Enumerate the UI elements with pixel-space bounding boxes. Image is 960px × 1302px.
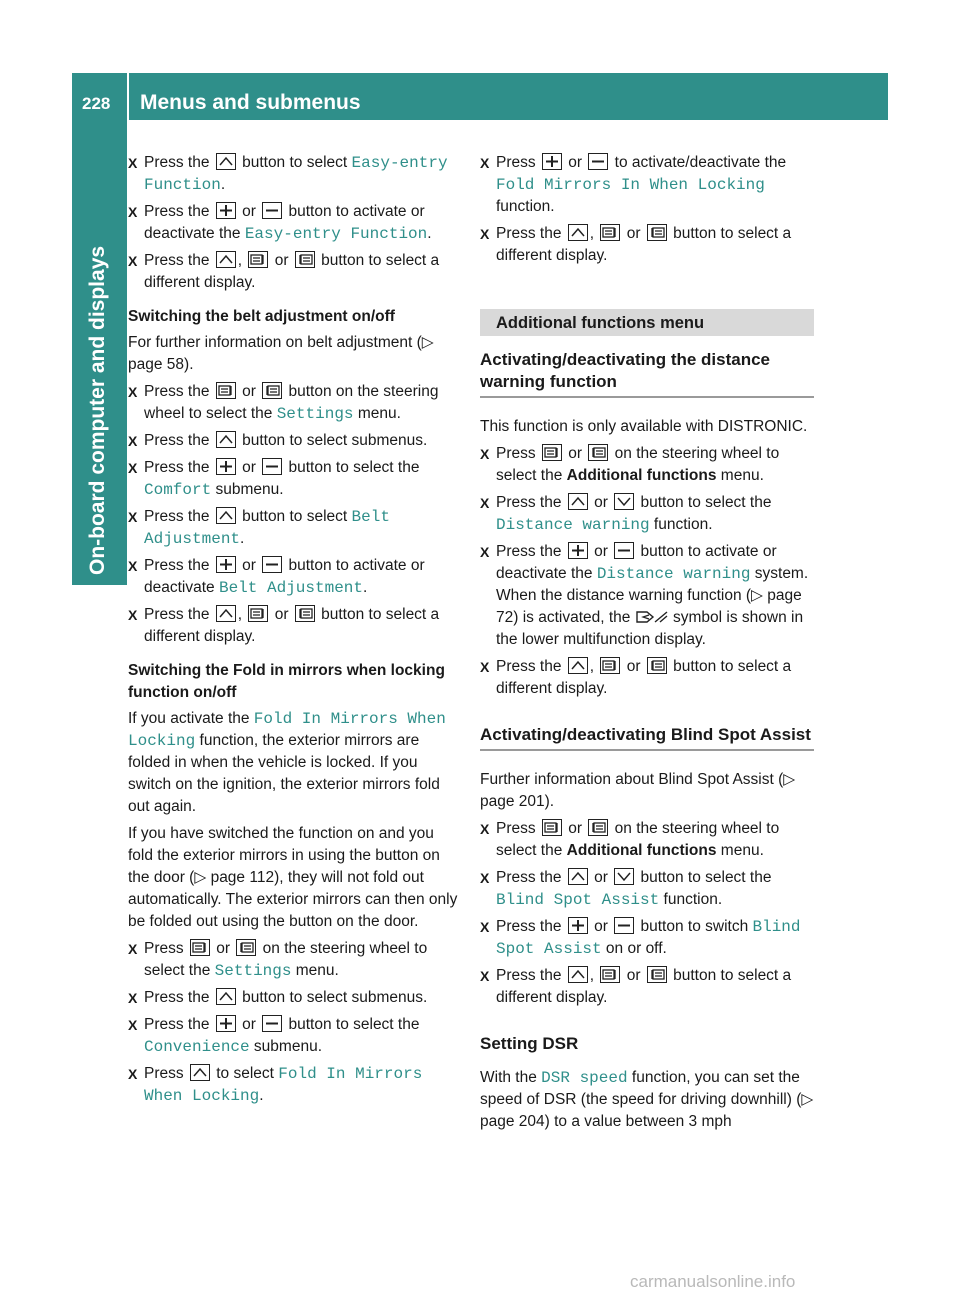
paragraph: This function is only available with DISTRONIC. <box>480 418 808 435</box>
down-button-icon <box>614 868 634 885</box>
plus-button-icon <box>568 917 588 934</box>
up-button-icon <box>568 868 588 885</box>
paragraph: Further information about Blind Spot Assist (▷ page 201). <box>480 771 796 810</box>
plus-button-icon <box>216 202 236 219</box>
step-item: X Press or on the steering wheel to select the Settings menu. <box>128 938 462 982</box>
up-button-icon <box>216 153 236 170</box>
up-button-icon <box>216 507 236 524</box>
side-tab <box>72 120 127 585</box>
prev-page-icon <box>647 966 667 983</box>
step-item: X Press the , or button to select a different display. <box>480 223 814 267</box>
distance-warning-icon <box>635 609 669 624</box>
prev-page-icon <box>647 224 667 241</box>
up-button-icon <box>216 605 236 622</box>
watermark: carmanualsonline.info <box>630 1272 796 1291</box>
display-text: Convenience <box>144 1038 250 1056</box>
section-heading: Switching the Fold in mirrors when locking function on/off <box>128 662 445 701</box>
up-button-icon <box>216 431 236 448</box>
display-text: DSR speed <box>541 1069 628 1087</box>
minus-button-icon <box>262 556 282 573</box>
section-heading: Activating/deactivating the distance warning function <box>480 349 814 398</box>
step-item: X Press the or button to select the Blind Spot Assist function. <box>480 867 814 911</box>
minus-button-icon <box>262 1015 282 1032</box>
up-button-icon <box>190 1064 210 1081</box>
paragraph: If you activate the Fold In Mirrors When Locking function, the exterior mirrors are folded in when the vehicle is locked. If you switch on the ignition, the exterior mirrors fold out again. <box>128 710 446 815</box>
page-number: 228 <box>82 94 111 113</box>
step-item: X Press the or button on the steering wheel to select the Settings menu. <box>128 381 462 425</box>
next-page-icon <box>600 657 620 674</box>
up-button-icon <box>568 657 588 674</box>
next-page-icon <box>248 605 268 622</box>
paragraph: For further information on belt adjustment (▷ page 58). <box>128 334 434 373</box>
minus-button-icon <box>614 542 634 559</box>
step-item: X Press or to activate/deactivate the Fold Mirrors In When Locking function. <box>480 152 814 218</box>
step-item: X Press the , or button to select a different display. <box>480 656 814 700</box>
minus-button-icon <box>614 917 634 934</box>
display-text: Fold In Mirrors When Locking <box>144 1065 423 1105</box>
up-button-icon <box>568 966 588 983</box>
next-page-icon <box>542 819 562 836</box>
next-page-icon <box>600 966 620 983</box>
prev-page-icon <box>295 251 315 268</box>
step-item: X Press the or button to switch Blind Spot Assist on or off. <box>480 916 814 960</box>
minus-button-icon <box>262 458 282 475</box>
step-item: X Press the , or button to select a different display. <box>480 965 814 1009</box>
step-item: X Press the or button to select the Convenience submenu. <box>128 1014 462 1058</box>
plus-button-icon <box>216 458 236 475</box>
down-button-icon <box>614 493 634 510</box>
next-page-icon <box>248 251 268 268</box>
display-text: Blind Spot Assist <box>496 891 660 909</box>
step-item: X Press the , or button to select a different display. <box>128 604 462 648</box>
plus-button-icon <box>542 153 562 170</box>
display-text: Belt Adjustment <box>144 508 390 548</box>
step-item: X Press the or button to select the Comfort submenu. <box>128 457 462 501</box>
prev-page-icon <box>647 657 667 674</box>
display-text: Easy-entry Function <box>244 225 428 243</box>
prev-page-icon <box>295 605 315 622</box>
paragraph: If you have switched the function on and you fold the exterior mirrors in using the button on the door (▷ page 112), they will not fold out automatically. The exterior mirrors can then only be folded out using the button on the door. <box>128 825 458 930</box>
display-text: Distance warning <box>596 565 751 583</box>
right-column <box>480 152 814 1138</box>
minus-button-icon <box>262 202 282 219</box>
next-page-icon <box>600 224 620 241</box>
plus-button-icon <box>216 1015 236 1032</box>
display-text: Easy-entry Function <box>144 154 448 194</box>
step-item: X Press the button to select submenus. <box>128 430 462 452</box>
step-item: X Press the button to select Easy-entry Function. <box>128 152 462 196</box>
section-heading: Activating/deactivating Blind Spot Assist <box>480 724 814 751</box>
section-heading: Setting DSR <box>480 1034 579 1053</box>
page-title: Menus and submenus <box>140 91 361 114</box>
minus-button-icon <box>588 153 608 170</box>
display-text: Blind Spot Assist <box>496 918 801 958</box>
step-item: X Press to select Fold In Mirrors When Locking. <box>128 1063 462 1107</box>
display-text: Distance warning <box>496 516 650 534</box>
display-text: Fold In Mirrors When Locking <box>128 710 446 750</box>
section-heading: Switching the belt adjustment on/off <box>128 308 395 325</box>
display-text: Belt Adjustment <box>218 579 363 597</box>
up-button-icon <box>216 251 236 268</box>
next-page-icon <box>542 444 562 461</box>
step-item: X Press or on the steering wheel to select the Additional functions menu. <box>480 818 814 862</box>
display-text: Settings <box>276 405 354 423</box>
display-text: Settings <box>214 962 292 980</box>
up-button-icon <box>216 988 236 1005</box>
step-item: X Press the or button to activate or deactivate the Distance warning system. When the distance warning function (▷ page 72) is activated, the symbol is shown in the lower multifunction display. <box>480 541 814 651</box>
up-button-icon <box>568 224 588 241</box>
next-page-icon <box>190 939 210 956</box>
header-divider <box>127 73 129 120</box>
display-text: Comfort <box>144 481 212 499</box>
page-header <box>72 73 888 120</box>
left-column <box>128 152 462 1112</box>
step-item: X Press the or button to select the Distance warning function. <box>480 492 814 536</box>
display-text: Fold Mirrors In When Locking <box>496 176 765 194</box>
step-item: X Press the or button to activate or deactivate the Easy-entry Function. <box>128 201 462 245</box>
prev-page-icon <box>588 819 608 836</box>
prev-page-icon <box>236 939 256 956</box>
plus-button-icon <box>568 542 588 559</box>
step-item: X Press the , or button to select a different display. <box>128 250 462 294</box>
next-page-icon <box>216 382 236 399</box>
step-item: X Press or on the steering wheel to select the Additional functions menu. <box>480 443 814 487</box>
prev-page-icon <box>588 444 608 461</box>
box-heading: Additional functions menu <box>480 309 814 336</box>
prev-page-icon <box>262 382 282 399</box>
up-button-icon <box>568 493 588 510</box>
paragraph: With the DSR speed function, you can set the speed of DSR (the speed for driving downhill) (▷ page 204) to a value between 3 mph <box>480 1069 814 1130</box>
plus-button-icon <box>216 556 236 573</box>
side-tab-label: On-board computer and displays <box>86 245 109 575</box>
step-item: X Press the or button to activate or deactivate Belt Adjustment. <box>128 555 462 599</box>
step-item: X Press the button to select submenus. <box>128 987 462 1009</box>
step-item: X Press the button to select Belt Adjustment. <box>128 506 462 550</box>
